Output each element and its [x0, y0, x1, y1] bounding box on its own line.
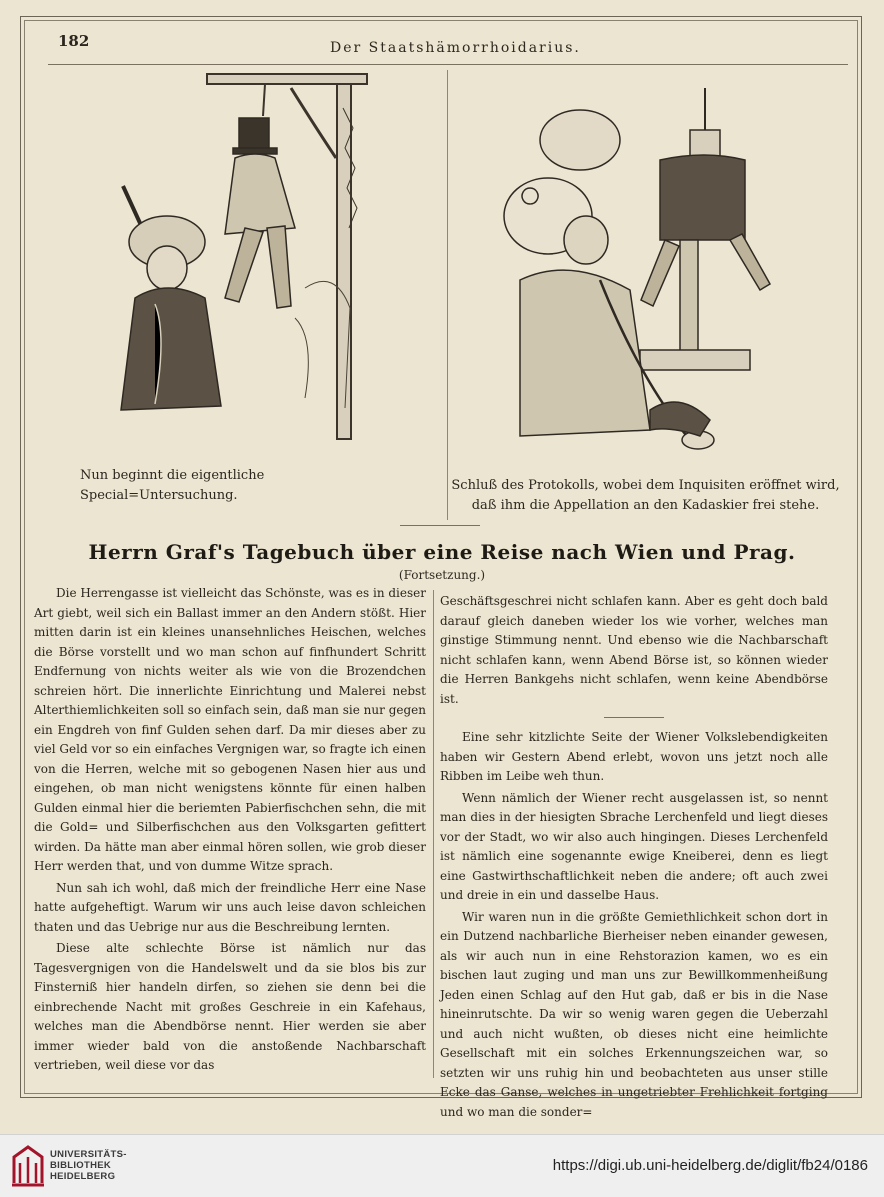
paragraph: Wenn nämlich der Wiener recht ausgelassen ist, so nennt man dies in der hiesigten Sbrache Lerchenfeld und liegt dieses vor der Stadt, wo wir also auch hingingen. Dieses Lerchenfeld ist nämlich eine sogenannte ewige Kneiberei, denn es liegt eine Gastwirthschaftlichkeit neben die andere; oft auch zwei und dreie in ein und dasselbe Haus. — [440, 790, 828, 902]
illustration-pipe-smoker-scene — [490, 80, 790, 460]
title-rule — [400, 525, 480, 526]
article-title: Herrn Graf's Tagebuch über eine Reise nach Wien und Prag. — [88, 540, 796, 564]
section-rule — [604, 717, 664, 718]
illustration-caption-left: Nun beginnt die eigentliche Special=Untersuchung. — [80, 468, 265, 503]
paragraph: Geschäftsgeschrei nicht schlafen kann. Aber es geht doch bald darauf gleich daneben wieder los wie vorher, welches man ginstige Stimmung nennt. Und ebenso wie die Nachbarschaft nicht schlafen kann, wenn Abend Börse ist, so können wieder die Herren Bankgehs nicht schlafen, wenn keine Abendbörse ist. — [440, 594, 828, 706]
page-number: 182 — [58, 32, 90, 50]
header-rule — [48, 64, 848, 65]
library-logo-text[interactable] — [50, 1149, 127, 1182]
illustration-caption-right: Schluß des Protokolls, wobei dem Inquisiten eröffnet wird, daß ihm die Appellation an den Kadaskier frei stehe. — [451, 478, 840, 513]
column-divider-lower — [433, 590, 434, 1078]
logo-line: UNIVERSITÄTS- — [50, 1149, 127, 1160]
text-column-left — [34, 584, 426, 1078]
illustration-gallows-scene — [95, 68, 435, 448]
library-logo-icon[interactable] — [10, 1143, 46, 1189]
paragraph: Die Herrengasse ist vielleicht das Schönste, was es in dieser Art giebt, weil sich ein Ballast immer an den Andern stößt. Hier mitten darin ist ein kleines unansehnliches Heischen, welches die Börse vorstellt und wo man schon auf finfhundert Schritt Endfernung von nichts weiter als wie von die Brozendchen schreien hört. Die innerlichte Einrichtung und Malerei nebst Alterthiemlichkeiten soll so einfach sein, daß man sie nur gegen ein Engdreh von finf Gulden sehen darf. Da mir dieses aber zu viel Geld vor so ein einfaches Vergnigen war, so fragte ich einen von die Herren, welche mit so gebogenen Nasen hier aus und eingehen, ob man nicht wenigstens könnte für einen halben Gulden einmal hier die beriemten Pabierfischchen sehn, die mit die Gold= und Silberfischchen aus den Volksgarten gefittert wirden. Da hätte man aber einmal hören sollen, wie grob dieser Herr werden that, und von dumme Witze sprach. — [34, 586, 426, 873]
logo-line: HEIDELBERG — [50, 1171, 116, 1182]
text-column-right — [440, 592, 828, 1124]
paragraph: Diese alte schlechte Börse ist nämlich nur das Tagesvergnigen von die Handelswelt und da sie blos bis zur Finsterniß hier handeln dirfen, so ziehen sie denn bei die einbrechende Nacht mit großes Geschreie in ein Kafehaus, welches man die Abendbörse nennt. Hier werden sie aber immer wieder bald von die anstoßende Nachbarschaft vertrieben, weil diese vor das — [34, 941, 426, 1072]
paragraph: Nun sah ich wohl, daß mich der freindliche Herr eine Nase hatte aufgeheftigt. Warum wir uns auch leise davon schleichen thaten und das Uebrige nur aus die Beschreibung lernten. — [34, 880, 426, 934]
viewer-footer — [0, 1134, 884, 1197]
paragraph: Eine sehr kitzlichte Seite der Wiener Volkslebendigkeiten haben wir Gestern Abend erlebt, wovon uns jetzt noch alle Ribben im Leibe weh thun. — [440, 730, 828, 783]
permalink-url[interactable]: https://digi.ub.uni-heidelberg.de/diglit/fb24/0186 — [552, 1157, 868, 1174]
running-head: Der Staatshämorrhoidarius. — [330, 40, 581, 56]
column-divider-upper — [447, 70, 448, 520]
logo-line: BIBLIOTHEK — [50, 1160, 112, 1171]
paragraph: Wir waren nun in die größte Gemiethlichkeit schon dort in ein Dutzend nachbarliche Bierheiser neben einander gewesen, als wir auch nun in eine Rehstorazion kamen, wo es ein bischen laut zuging und man uns zur Bewillkommenheißung Jeden einen Schlag auf den Hut gab, daß er bis in die Nase hineinrutschte. Da wir so wenig waren gegen die Ueberzahl und auch nicht wußten, ob dieses nicht eine heimlichte Gesellschaft mit ein solches Erkennungszeichen war, so setzten wir uns ruhig hin und beobachteten aus unser stille Ecke das Ganse, welches in ungetriebter Frehlichkeit fortging und wo man die sonder= — [440, 909, 828, 1119]
article-subtitle: (Fortsetzung.) — [398, 568, 486, 582]
